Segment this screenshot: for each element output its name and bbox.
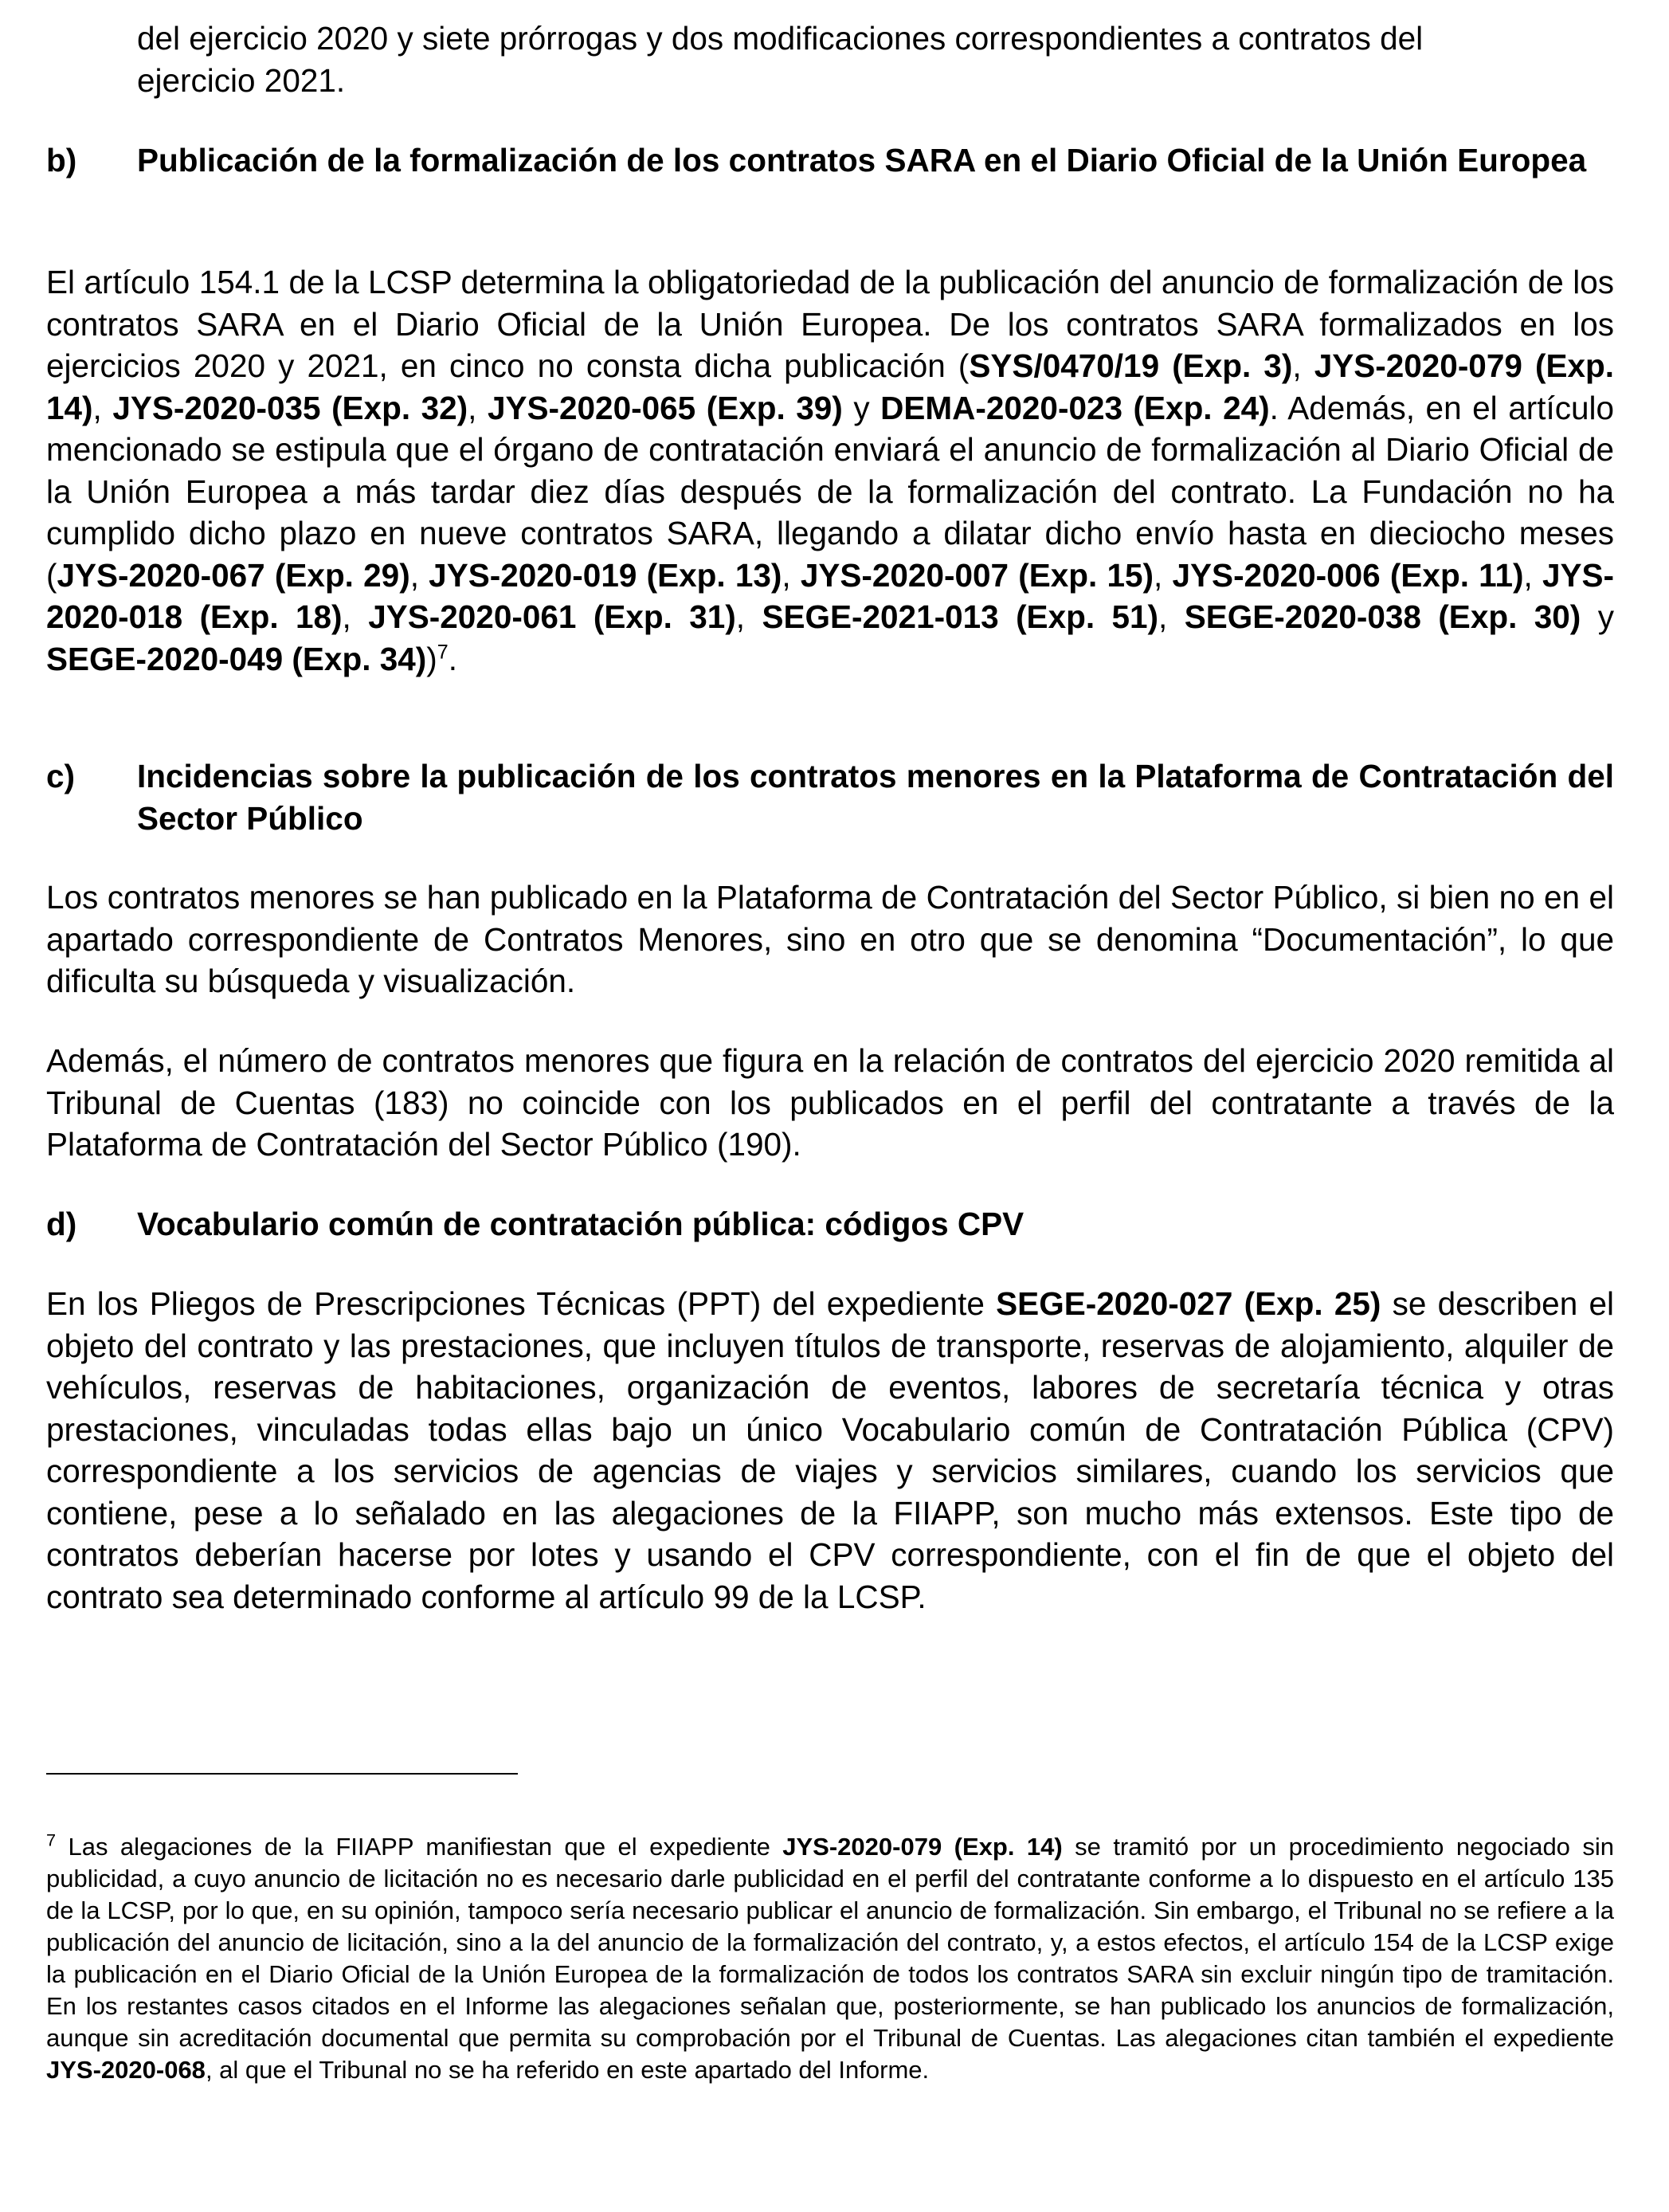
text-run: . — [448, 640, 457, 677]
text-run: , — [1292, 347, 1314, 384]
expediente-ref: JYS-2020-035 (Exp. 32) — [112, 389, 468, 426]
text-run: ) — [426, 640, 437, 677]
expediente-ref: JYS-2020-007 (Exp. 15) — [800, 556, 1154, 594]
text-run: , — [782, 556, 801, 594]
text-run: . Además, en el artículo mencionado se estipula que el órgano de contratación enviará el anuncio de formalización al Diario Oficial de la Unión Europea a más tardar diez días después de la formalización del contrato. La Fundación no ha cumplido dicho plazo en nueve contratos SARA, llegando a dilatar dicho envío hasta en dieciocho meses ( — [46, 389, 1615, 594]
expediente-ref: SEGE-2021-013 (Exp. 51) — [762, 598, 1159, 635]
section-c-title: Incidencias sobre la publicación de los contratos menores en la Plataforma de Contratación del Sector Público — [137, 758, 1614, 837]
expediente-ref: JYS-2020-079 (Exp. 14) — [46, 347, 1614, 426]
expediente-ref: SYS/0470/19 (Exp. 3) — [969, 347, 1293, 384]
expediente-ref: JYS-2020-068 — [46, 2056, 206, 2084]
text-run: , al que el Tribunal no se ha referido en este apartado del Informe. — [205, 2056, 930, 2084]
footnote-number: 7 — [46, 1830, 57, 1850]
section-b-title: Publicación de la formalización de los contratos SARA en el Diario Oficial de la Unión Europea — [137, 142, 1587, 178]
text-run: , — [1158, 598, 1185, 635]
text-run: y — [842, 389, 881, 426]
expediente-ref: JYS-2020-067 (Exp. 29) — [57, 556, 410, 594]
section-d-heading — [46, 1203, 1614, 1245]
expediente-ref: DEMA-2020-023 (Exp. 24) — [880, 389, 1270, 426]
expediente-ref: JYS-2020-006 (Exp. 11) — [1172, 556, 1524, 594]
intro-line-2: ejercicio 2021. — [137, 61, 346, 99]
section-c-paragraph-2: Además, el número de contratos menores que figura en la relación de contratos del ejercicio 2020 remitida al Tribunal de Cuentas (183) no coincide con los publicados en el perfil del contratante a través de la Plataforma de Contratación del Sector Público (190). — [46, 1042, 1614, 1163]
expediente-ref: JYS-2020-079 (Exp. 14) — [782, 1833, 1063, 1861]
text-run: se describen el objeto del contrato y las prestaciones, que incluyen títulos de transporte, reservas de alojamiento, alquiler de vehículos, reservas de habitaciones, organización de eventos, labores de secretaría técnica y otras prestaciones, vinculadas todas ellas bajo un único Vocabulario común de Contratación Pública (CPV) correspondiente a los servicios de agencias de viajes y servicios similares, cuando los servicios que contiene, pese a lo señalado en las alegaciones de la FIIAPP, son mucho más extensos. Este tipo de contratos deberían hacerse por lotes y usando el CPV correspondiente, con el fin de que el objeto del contrato sea determinado conforme al artículo 99 de la LCSP. — [46, 1285, 1614, 1615]
text-run: , — [468, 389, 488, 426]
text-run: , — [92, 389, 113, 426]
text-run: , — [1154, 556, 1173, 594]
expediente-ref: SEGE-2020-038 (Exp. 30) — [1184, 598, 1581, 635]
footnote-reference[interactable]: 7 — [437, 641, 449, 663]
section-d-letter: d) — [46, 1206, 77, 1242]
section-b-heading — [46, 139, 1614, 182]
text-run: , — [735, 598, 762, 635]
expediente-ref: JYS-2020-065 (Exp. 39) — [487, 389, 843, 426]
expediente-ref: JYS-2020-019 (Exp. 13) — [429, 556, 782, 594]
section-d-paragraph — [46, 1283, 1614, 1618]
text-run: se tramitó por un procedimiento negociado sin publicidad, a cuyo anuncio de licitación no es necesario darle publicidad en el perfil del contratante conforme a lo dispuesto en el artículo 135 de la LCSP, por lo que, en su opinión, tampoco sería necesario publicar el anuncio de formalización. Sin embargo, el Tribunal no se refiere a la publicación del anuncio de licitación, sino a la del anuncio de la formalización del contrato, y, a estos efectos, el artículo 154 de la LCSP exige la publicación en el Diario Oficial de la Unión Europea de la formalización de todos los contratos SARA sin excluir ningún tipo de tramitación. En los restantes casos citados en el Informe las alegaciones señalan que, posteriormente, se han publicado los anuncios de formalización, aunque sin acreditación documental que permita su comprobación por el Tribunal de Cuentas. Las alegaciones citan también el expediente — [46, 1833, 1614, 2052]
section-b-paragraph — [46, 261, 1614, 680]
section-c-letter: c) — [46, 758, 76, 794]
section-d-title: Vocabulario común de contratación pública: códigos CPV — [137, 1206, 1025, 1242]
footnote-7 — [46, 1831, 1614, 2086]
expediente-ref: JYS-2020-018 (Exp. 18) — [46, 556, 1614, 635]
text-run: Las alegaciones de la FIIAPP manifiestan que el expediente — [56, 1833, 783, 1861]
text-run: En los Pliegos de Prescripciones Técnicas (PPT) del expediente — [46, 1285, 997, 1322]
intro-line-1: del ejercicio 2020 y siete prórrogas y dos modificaciones correspondientes a contratos del — [137, 20, 1424, 57]
section-b-letter: b) — [46, 142, 77, 178]
text-run: , — [1523, 556, 1542, 594]
text-run: El artículo 154.1 de la LCSP determina la obligatoriedad de la publicación del anuncio de formalización de los contratos SARA en el Diario Oficial de la Unión Europea. De los contratos SARA formalizados en los ejercicios 2020 y 2021, en cinco no consta dicha publicación ( — [46, 264, 1614, 384]
text-run: y — [1581, 598, 1614, 635]
expediente-ref: SEGE-2020-027 (Exp. 25) — [996, 1285, 1381, 1322]
text-run: , — [342, 598, 369, 635]
expediente-ref: SEGE-2020-049 (Exp. 34) — [46, 640, 427, 677]
text-run: , — [409, 556, 429, 594]
section-c-paragraph-1: Los contratos menores se han publicado en la Plataforma de Contratación del Sector Público, si bien no en el apartado correspondiente de Contratos Menores, sino en otro que se denomina “Documentación”, lo que dificulta su búsqueda y visualización. — [46, 879, 1614, 999]
intro-continuation — [137, 18, 1614, 101]
section-c-heading — [46, 755, 1614, 839]
expediente-ref: JYS-2020-061 (Exp. 31) — [368, 598, 736, 635]
footnote-separator — [46, 1773, 518, 1775]
